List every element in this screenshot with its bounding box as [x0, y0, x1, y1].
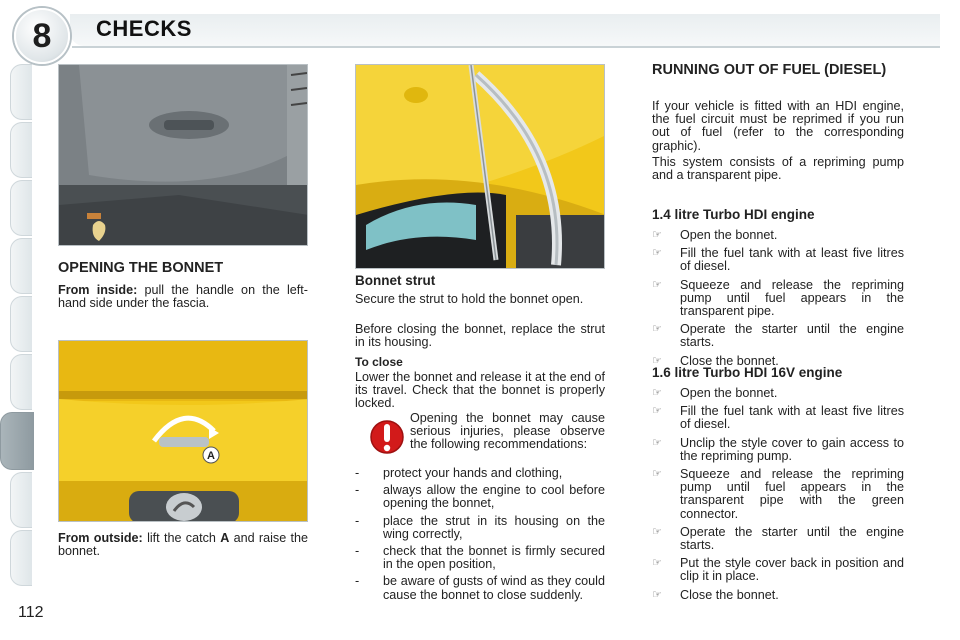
- recommendation-item: - check that the bonnet is firmly secured in the open position,: [355, 544, 605, 572]
- step-item: ☞ Squeeze and release the repriming pump until fuel appears in the transparent pipe with the green connector.: [652, 467, 904, 521]
- chapter-tab-5[interactable]: [10, 296, 32, 352]
- from-inside-paragraph: [58, 284, 308, 310]
- step-item: ☞ Put the style cover back in position and clip it in place.: [652, 556, 904, 584]
- pointing-hand-icon: ☞: [652, 525, 662, 538]
- step-item: ☞ Fill the fuel tank with at least five litres of diesel.: [652, 404, 904, 432]
- pointing-hand-icon: ☞: [652, 436, 662, 449]
- catch-letter: A: [220, 531, 230, 545]
- recommendation-item: - always allow the engine to cool before opening the bonnet,: [355, 483, 605, 511]
- from-outside-text-2: and raise the bonnet.: [58, 531, 309, 559]
- page-number: 112: [18, 604, 44, 621]
- pointing-hand-icon: ☞: [652, 247, 662, 260]
- pointing-hand-icon: ☞: [652, 387, 662, 399]
- engine-2-title: 1.6 litre Turbo HDI 16V engine: [652, 365, 843, 380]
- engine-1-title: 1.4 litre Turbo HDI engine: [652, 207, 815, 222]
- step-item: ☞ Open the bonnet.: [652, 386, 778, 400]
- exclamation-warning-icon: [370, 414, 404, 460]
- chapter-tab-3[interactable]: [10, 180, 32, 236]
- from-outside-text-1: lift the catch: [147, 531, 216, 545]
- chapter-tab-8-active[interactable]: [0, 412, 34, 470]
- pointing-hand-icon: ☞: [652, 405, 662, 418]
- page-title: CHECKS: [96, 16, 192, 41]
- catch-callout-letter: A: [207, 450, 215, 462]
- chapter-tab-6[interactable]: [10, 354, 32, 410]
- step-item: ☞ Open the bonnet.: [652, 228, 778, 242]
- pointing-hand-icon: ☞: [652, 557, 662, 570]
- pointing-hand-icon: ☞: [652, 323, 662, 336]
- strut-paragraph-1: Secure the strut to hold the bonnet open.: [355, 292, 584, 306]
- chapter-tabs: [0, 64, 34, 584]
- step-item: ☞ Close the bonnet.: [652, 587, 779, 602]
- pointing-hand-icon: ☞: [652, 354, 662, 367]
- chapter-badge: 8: [14, 8, 70, 64]
- step-item: ☞ Squeeze and release the repriming pump until fuel appears in the transparent pipe.: [652, 277, 904, 319]
- step-item: ☞ Unclip the style cover to gain access to the repriming pump.: [652, 435, 904, 463]
- step-item: ☞ Operate the starter until the engine starts.: [652, 524, 904, 553]
- strut-paragraph-2: Before closing the bonnet, replace the strut in its housing.: [355, 322, 605, 350]
- engine-1-steps: [652, 229, 904, 373]
- recommendation-item: - be aware of gusts of wind as they could cause the bonnet to close suddenly.: [355, 574, 605, 602]
- chapter-tab-10[interactable]: [10, 530, 32, 586]
- header-divider: [72, 46, 940, 48]
- from-outside-paragraph: [58, 532, 308, 558]
- recommendation-item: - protect your hands and clothing,: [355, 466, 563, 480]
- step-item: ☞ Fill the fuel tank with at least five litres of diesel.: [652, 246, 904, 274]
- opening-bonnet-title: OPENING THE BONNET: [58, 260, 224, 276]
- bonnet-strut-title: Bonnet strut: [355, 273, 436, 288]
- from-inside-label: From inside:: [58, 283, 138, 297]
- pointing-hand-icon: ☞: [652, 588, 662, 601]
- header-band: [70, 14, 940, 46]
- chapter-tab-9[interactable]: [10, 472, 32, 528]
- chapter-tab-1[interactable]: [10, 64, 32, 120]
- warning-paragraph: Opening the bonnet may cause serious injuries, please observe the following recommendations:: [410, 411, 605, 452]
- recommendations-list: [355, 467, 605, 606]
- to-close-paragraph: Lower the bonnet and release it at the end of its travel. Check that the bonnet is properly locked.: [355, 370, 605, 411]
- from-inside-text: pull the handle on the left-hand side under the fascia.: [58, 283, 308, 311]
- fuel-paragraph-1: If your vehicle is fitted with an HDI engine, the fuel circuit must be reprimed if you run out of fuel (refer to the corresponding graphic).: [652, 99, 904, 153]
- interior-handle-photo: [58, 64, 308, 246]
- chapter-tab-4[interactable]: [10, 238, 32, 294]
- pointing-hand-icon: ☞: [652, 229, 662, 241]
- engine-2-steps: [652, 387, 904, 607]
- step-item: ☞ Close the bonnet.: [652, 353, 779, 368]
- to-close-label: To close: [355, 355, 403, 369]
- running-out-of-fuel-title: RUNNING OUT OF FUEL (DIESEL): [652, 62, 887, 78]
- pointing-hand-icon: ☞: [652, 468, 662, 481]
- front-catch-photo: [58, 340, 308, 522]
- bonnet-strut-photo: [355, 64, 605, 269]
- from-outside-label: From outside:: [58, 531, 143, 545]
- pointing-hand-icon: ☞: [652, 278, 662, 291]
- fuel-paragraph-2: This system consists of a repriming pump and a transparent pipe.: [652, 155, 904, 183]
- recommendation-item: - place the strut in its housing on the wing correctly,: [355, 513, 605, 541]
- step-item: ☞ Operate the starter until the engine starts.: [652, 322, 904, 350]
- chapter-tab-2[interactable]: [10, 122, 32, 178]
